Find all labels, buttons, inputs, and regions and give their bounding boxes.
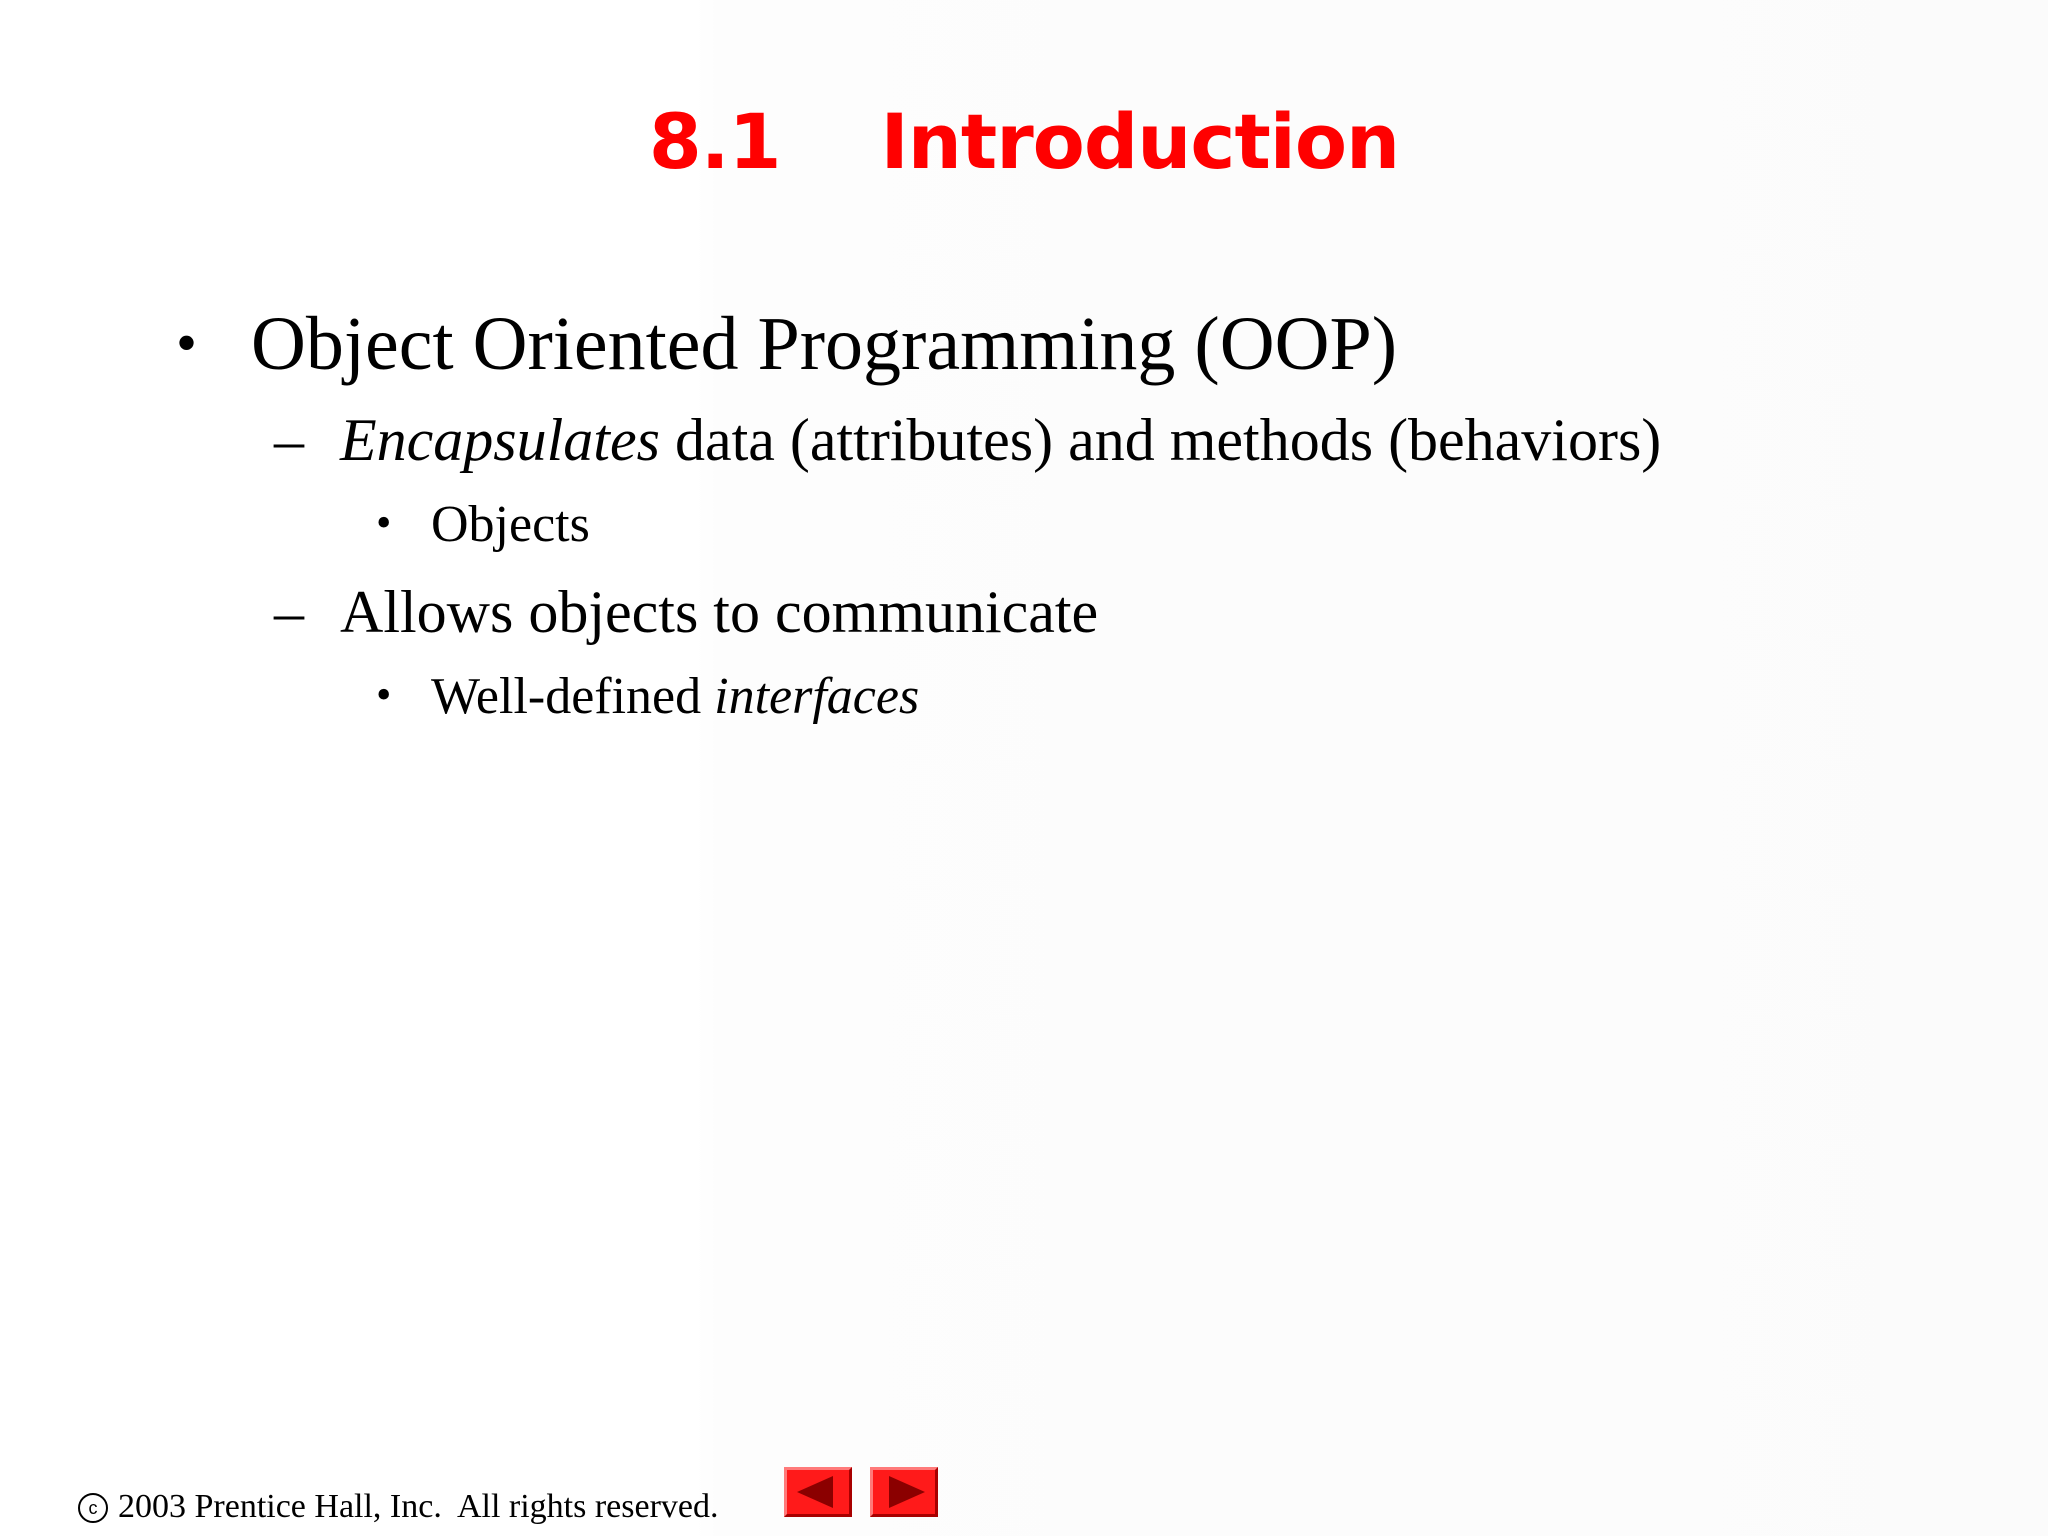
dash-marker: – xyxy=(274,407,304,473)
bullet-level2-communicate xyxy=(274,576,1098,648)
slide-title xyxy=(0,96,2048,188)
bullet-marker: • xyxy=(176,310,198,376)
dash-marker: – xyxy=(274,579,304,645)
bullet-text: Object Oriented Programming (OOP) xyxy=(251,302,1398,386)
copyright-text: 2003 Prentice Hall, Inc. All rights reserved. xyxy=(118,1488,719,1525)
title-number: 8.1 xyxy=(648,97,781,186)
right-arrow-icon xyxy=(873,1470,935,1514)
bullet-text: Objects xyxy=(431,496,590,553)
copyright-icon: c xyxy=(78,1493,108,1523)
title-text: Introduction xyxy=(880,97,1400,186)
bullet-level2-encapsulates xyxy=(274,404,1661,476)
copyright-footer xyxy=(78,1486,719,1528)
bullet-text: data (attributes) and methods (behaviors) xyxy=(659,407,1662,473)
bullet-marker: • xyxy=(376,498,392,547)
bullet-text: Well-defined xyxy=(431,668,715,725)
next-slide-button[interactable] xyxy=(870,1467,938,1517)
bullet-level3-interfaces xyxy=(376,664,919,728)
bullet-level1-oop xyxy=(176,298,1397,389)
bullet-italic-text: interfaces xyxy=(714,668,920,725)
bullet-italic-text: Encapsulates xyxy=(340,407,660,473)
bullet-marker: • xyxy=(376,670,392,719)
left-arrow-icon xyxy=(787,1470,849,1514)
previous-slide-button[interactable] xyxy=(784,1467,852,1517)
bullet-level3-objects xyxy=(376,492,590,556)
bullet-text: Allows objects to communicate xyxy=(340,579,1099,645)
